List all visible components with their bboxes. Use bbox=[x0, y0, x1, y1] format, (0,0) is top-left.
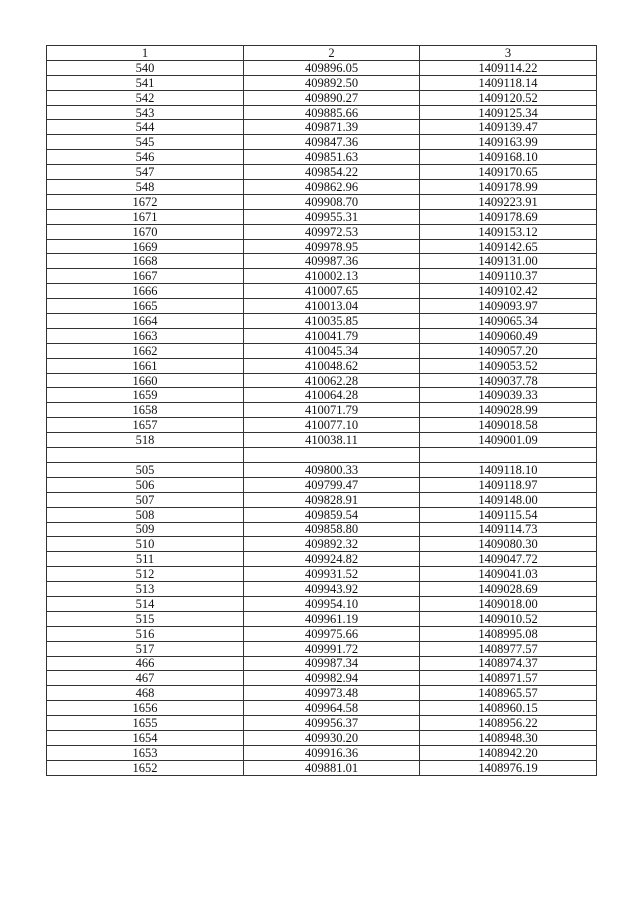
point-number-cell: 506 bbox=[47, 477, 244, 492]
point-number-cell: 1669 bbox=[47, 239, 244, 254]
x-coordinate-cell: 409892.32 bbox=[244, 537, 420, 552]
point-number-cell: 508 bbox=[47, 507, 244, 522]
table-row bbox=[47, 403, 597, 418]
point-number-cell: 1662 bbox=[47, 343, 244, 358]
point-number-cell: 516 bbox=[47, 626, 244, 641]
table-row bbox=[47, 150, 597, 165]
table-row bbox=[47, 686, 597, 701]
x-coordinate-cell bbox=[244, 448, 420, 463]
point-number-cell: 466 bbox=[47, 656, 244, 671]
y-coordinate-cell: 1409057.20 bbox=[420, 343, 597, 358]
x-coordinate-cell: 409881.01 bbox=[244, 760, 420, 775]
y-coordinate-cell: 1408965.57 bbox=[420, 686, 597, 701]
table-row bbox=[47, 552, 597, 567]
y-coordinate-cell: 1409028.99 bbox=[420, 403, 597, 418]
header-cell-1: 1 bbox=[47, 46, 244, 61]
x-coordinate-cell: 410035.85 bbox=[244, 314, 420, 329]
x-coordinate-cell: 409956.37 bbox=[244, 716, 420, 731]
x-coordinate-cell: 409851.63 bbox=[244, 150, 420, 165]
coordinates-table bbox=[46, 45, 597, 776]
point-number-cell: 540 bbox=[47, 60, 244, 75]
table-row bbox=[47, 582, 597, 597]
table-row bbox=[47, 745, 597, 760]
y-coordinate-cell: 1408974.37 bbox=[420, 656, 597, 671]
table-row bbox=[47, 314, 597, 329]
point-number-cell: 541 bbox=[47, 75, 244, 90]
point-number-cell: 548 bbox=[47, 180, 244, 195]
x-coordinate-cell: 409954.10 bbox=[244, 596, 420, 611]
point-number-cell bbox=[47, 448, 244, 463]
y-coordinate-cell: 1408971.57 bbox=[420, 671, 597, 686]
y-coordinate-cell bbox=[420, 448, 597, 463]
point-number-cell: 505 bbox=[47, 462, 244, 477]
x-coordinate-cell: 409943.92 bbox=[244, 582, 420, 597]
document-page bbox=[46, 45, 596, 776]
table-row bbox=[47, 60, 597, 75]
x-coordinate-cell: 409978.95 bbox=[244, 239, 420, 254]
x-coordinate-cell: 409858.80 bbox=[244, 522, 420, 537]
point-number-cell: 1666 bbox=[47, 284, 244, 299]
x-coordinate-cell: 410048.62 bbox=[244, 358, 420, 373]
y-coordinate-cell: 1409223.91 bbox=[420, 194, 597, 209]
x-coordinate-cell: 409972.53 bbox=[244, 224, 420, 239]
y-coordinate-cell: 1409114.22 bbox=[420, 60, 597, 75]
y-coordinate-cell: 1409118.14 bbox=[420, 75, 597, 90]
y-coordinate-cell: 1409047.72 bbox=[420, 552, 597, 567]
table-row bbox=[47, 239, 597, 254]
y-coordinate-cell: 1409170.65 bbox=[420, 165, 597, 180]
point-number-cell: 512 bbox=[47, 567, 244, 582]
y-coordinate-cell: 1409018.00 bbox=[420, 596, 597, 611]
x-coordinate-cell: 410007.65 bbox=[244, 284, 420, 299]
y-coordinate-cell: 1409018.58 bbox=[420, 418, 597, 433]
table-row bbox=[47, 507, 597, 522]
table-row bbox=[47, 358, 597, 373]
table-row bbox=[47, 433, 597, 448]
point-number-cell: 1653 bbox=[47, 745, 244, 760]
point-number-cell: 1658 bbox=[47, 403, 244, 418]
table-row bbox=[47, 135, 597, 150]
x-coordinate-cell: 410013.04 bbox=[244, 299, 420, 314]
x-coordinate-cell: 409982.94 bbox=[244, 671, 420, 686]
x-coordinate-cell: 409931.52 bbox=[244, 567, 420, 582]
x-coordinate-cell: 409991.72 bbox=[244, 641, 420, 656]
point-number-cell: 1672 bbox=[47, 194, 244, 209]
table-row bbox=[47, 477, 597, 492]
x-coordinate-cell: 409916.36 bbox=[244, 745, 420, 760]
point-number-cell: 1667 bbox=[47, 269, 244, 284]
y-coordinate-cell: 1409114.73 bbox=[420, 522, 597, 537]
point-number-cell: 1660 bbox=[47, 373, 244, 388]
y-coordinate-cell: 1409139.47 bbox=[420, 120, 597, 135]
y-coordinate-cell: 1409178.69 bbox=[420, 209, 597, 224]
y-coordinate-cell: 1409039.33 bbox=[420, 388, 597, 403]
point-number-cell: 1661 bbox=[47, 358, 244, 373]
point-number-cell: 467 bbox=[47, 671, 244, 686]
x-coordinate-cell: 409930.20 bbox=[244, 730, 420, 745]
point-number-cell: 542 bbox=[47, 90, 244, 105]
y-coordinate-cell: 1409041.03 bbox=[420, 567, 597, 582]
point-number-cell: 543 bbox=[47, 105, 244, 120]
point-number-cell: 509 bbox=[47, 522, 244, 537]
x-coordinate-cell: 409964.58 bbox=[244, 701, 420, 716]
table-row bbox=[47, 299, 597, 314]
y-coordinate-cell: 1409060.49 bbox=[420, 328, 597, 343]
x-coordinate-cell: 409987.34 bbox=[244, 656, 420, 671]
point-number-cell: 518 bbox=[47, 433, 244, 448]
x-coordinate-cell: 409961.19 bbox=[244, 611, 420, 626]
table-row bbox=[47, 165, 597, 180]
x-coordinate-cell: 410077.10 bbox=[244, 418, 420, 433]
y-coordinate-cell: 1409118.97 bbox=[420, 477, 597, 492]
table-row bbox=[47, 641, 597, 656]
x-coordinate-cell: 409896.05 bbox=[244, 60, 420, 75]
x-coordinate-cell: 409847.36 bbox=[244, 135, 420, 150]
x-coordinate-cell: 410041.79 bbox=[244, 328, 420, 343]
y-coordinate-cell: 1409053.52 bbox=[420, 358, 597, 373]
x-coordinate-cell: 409859.54 bbox=[244, 507, 420, 522]
x-coordinate-cell: 409975.66 bbox=[244, 626, 420, 641]
table-row bbox=[47, 328, 597, 343]
x-coordinate-cell: 409973.48 bbox=[244, 686, 420, 701]
y-coordinate-cell: 1409148.00 bbox=[420, 492, 597, 507]
table-row bbox=[47, 254, 597, 269]
x-coordinate-cell: 409892.50 bbox=[244, 75, 420, 90]
table-row bbox=[47, 611, 597, 626]
table-row bbox=[47, 105, 597, 120]
x-coordinate-cell: 409800.33 bbox=[244, 462, 420, 477]
point-number-cell: 1671 bbox=[47, 209, 244, 224]
y-coordinate-cell: 1409115.54 bbox=[420, 507, 597, 522]
point-number-cell: 1657 bbox=[47, 418, 244, 433]
y-coordinate-cell: 1409163.99 bbox=[420, 135, 597, 150]
header-cell-2: 2 bbox=[244, 46, 420, 61]
point-number-cell: 513 bbox=[47, 582, 244, 597]
point-number-cell: 511 bbox=[47, 552, 244, 567]
point-number-cell: 1654 bbox=[47, 730, 244, 745]
y-coordinate-cell: 1409125.34 bbox=[420, 105, 597, 120]
table-row bbox=[47, 656, 597, 671]
y-coordinate-cell: 1409110.37 bbox=[420, 269, 597, 284]
table-row bbox=[47, 373, 597, 388]
point-number-cell: 514 bbox=[47, 596, 244, 611]
y-coordinate-cell: 1408960.15 bbox=[420, 701, 597, 716]
table-row bbox=[47, 462, 597, 477]
table-row bbox=[47, 701, 597, 716]
y-coordinate-cell: 1408956.22 bbox=[420, 716, 597, 731]
x-coordinate-cell: 409885.66 bbox=[244, 105, 420, 120]
point-number-cell: 468 bbox=[47, 686, 244, 701]
table-row bbox=[47, 418, 597, 433]
y-coordinate-cell: 1409102.42 bbox=[420, 284, 597, 299]
y-coordinate-cell: 1409028.69 bbox=[420, 582, 597, 597]
x-coordinate-cell: 409828.91 bbox=[244, 492, 420, 507]
table-row bbox=[47, 730, 597, 745]
header-cell-3: 3 bbox=[420, 46, 597, 61]
y-coordinate-cell: 1408948.30 bbox=[420, 730, 597, 745]
x-coordinate-cell: 410038.11 bbox=[244, 433, 420, 448]
x-coordinate-cell: 409955.31 bbox=[244, 209, 420, 224]
y-coordinate-cell: 1409120.52 bbox=[420, 90, 597, 105]
y-coordinate-cell: 1409065.34 bbox=[420, 314, 597, 329]
point-number-cell: 545 bbox=[47, 135, 244, 150]
y-coordinate-cell: 1409001.09 bbox=[420, 433, 597, 448]
point-number-cell: 1668 bbox=[47, 254, 244, 269]
x-coordinate-cell: 409908.70 bbox=[244, 194, 420, 209]
y-coordinate-cell: 1409010.52 bbox=[420, 611, 597, 626]
y-coordinate-cell: 1409037.78 bbox=[420, 373, 597, 388]
table-row bbox=[47, 760, 597, 775]
x-coordinate-cell: 410045.34 bbox=[244, 343, 420, 358]
point-number-cell: 1659 bbox=[47, 388, 244, 403]
point-number-cell: 1663 bbox=[47, 328, 244, 343]
table-body bbox=[47, 60, 597, 775]
point-number-cell: 510 bbox=[47, 537, 244, 552]
y-coordinate-cell: 1408976.19 bbox=[420, 760, 597, 775]
table-row bbox=[47, 180, 597, 195]
table-row bbox=[47, 269, 597, 284]
table-row bbox=[47, 224, 597, 239]
table-row bbox=[47, 671, 597, 686]
y-coordinate-cell: 1408977.57 bbox=[420, 641, 597, 656]
point-number-cell: 1665 bbox=[47, 299, 244, 314]
point-number-cell: 515 bbox=[47, 611, 244, 626]
x-coordinate-cell: 409862.96 bbox=[244, 180, 420, 195]
point-number-cell: 507 bbox=[47, 492, 244, 507]
y-coordinate-cell: 1408995.08 bbox=[420, 626, 597, 641]
table-row bbox=[47, 90, 597, 105]
y-coordinate-cell: 1409131.00 bbox=[420, 254, 597, 269]
y-coordinate-cell: 1409118.10 bbox=[420, 462, 597, 477]
table-row bbox=[47, 388, 597, 403]
table-row bbox=[47, 596, 597, 611]
point-number-cell: 546 bbox=[47, 150, 244, 165]
table-row bbox=[47, 537, 597, 552]
y-coordinate-cell: 1408942.20 bbox=[420, 745, 597, 760]
x-coordinate-cell: 410002.13 bbox=[244, 269, 420, 284]
x-coordinate-cell: 409987.36 bbox=[244, 254, 420, 269]
x-coordinate-cell: 410062.28 bbox=[244, 373, 420, 388]
table-row bbox=[47, 194, 597, 209]
point-number-cell: 1664 bbox=[47, 314, 244, 329]
point-number-cell: 1670 bbox=[47, 224, 244, 239]
table-row bbox=[47, 448, 597, 463]
table-row bbox=[47, 75, 597, 90]
table-row bbox=[47, 522, 597, 537]
table-row bbox=[47, 716, 597, 731]
table-row bbox=[47, 567, 597, 582]
x-coordinate-cell: 409854.22 bbox=[244, 165, 420, 180]
point-number-cell: 1656 bbox=[47, 701, 244, 716]
x-coordinate-cell: 409890.27 bbox=[244, 90, 420, 105]
table-row bbox=[47, 284, 597, 299]
point-number-cell: 547 bbox=[47, 165, 244, 180]
table-row bbox=[47, 492, 597, 507]
point-number-cell: 544 bbox=[47, 120, 244, 135]
table-row bbox=[47, 120, 597, 135]
y-coordinate-cell: 1409153.12 bbox=[420, 224, 597, 239]
x-coordinate-cell: 409871.39 bbox=[244, 120, 420, 135]
x-coordinate-cell: 409924.82 bbox=[244, 552, 420, 567]
x-coordinate-cell: 409799.47 bbox=[244, 477, 420, 492]
y-coordinate-cell: 1409168.10 bbox=[420, 150, 597, 165]
x-coordinate-cell: 410071.79 bbox=[244, 403, 420, 418]
x-coordinate-cell: 410064.28 bbox=[244, 388, 420, 403]
y-coordinate-cell: 1409093.97 bbox=[420, 299, 597, 314]
point-number-cell: 1655 bbox=[47, 716, 244, 731]
point-number-cell: 517 bbox=[47, 641, 244, 656]
y-coordinate-cell: 1409080.30 bbox=[420, 537, 597, 552]
table-row bbox=[47, 209, 597, 224]
y-coordinate-cell: 1409178.99 bbox=[420, 180, 597, 195]
y-coordinate-cell: 1409142.65 bbox=[420, 239, 597, 254]
table-row bbox=[47, 343, 597, 358]
table-header-row bbox=[47, 46, 597, 61]
point-number-cell: 1652 bbox=[47, 760, 244, 775]
table-row bbox=[47, 626, 597, 641]
